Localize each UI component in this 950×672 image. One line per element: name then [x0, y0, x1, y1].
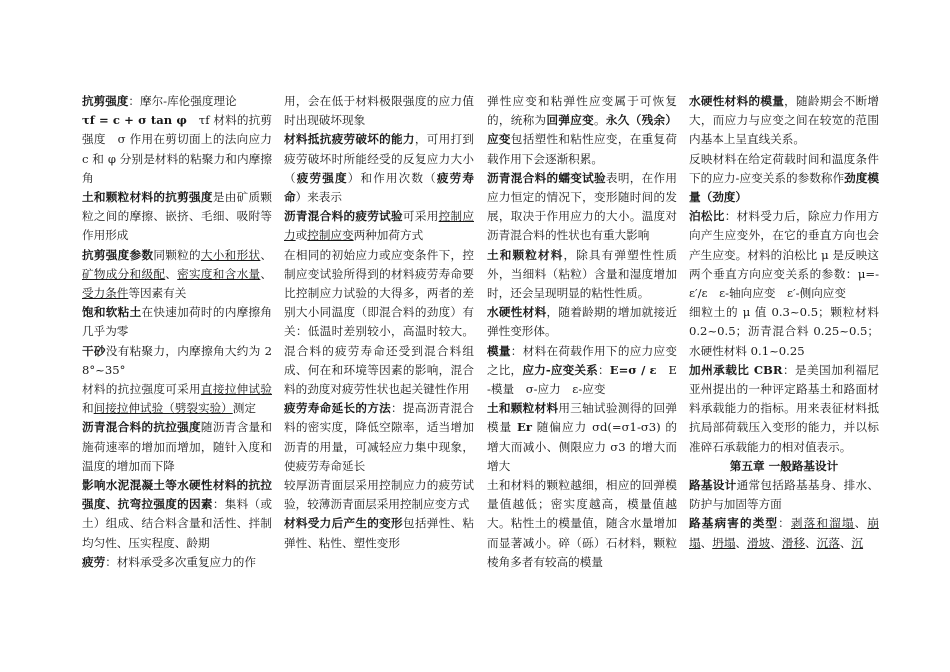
column-3: [487, 92, 677, 572]
underlined-text: 沉: [851, 535, 864, 550]
paragraph: [82, 188, 272, 246]
paragraph: [284, 130, 474, 207]
paragraph: [284, 207, 474, 245]
paragraph: [82, 246, 272, 304]
underlined-text: 滑坡: [747, 535, 771, 550]
bold-term: 疲劳寿命: [284, 170, 474, 205]
bold-term: 泊松比: [689, 209, 725, 224]
text-run: 包括弹性、粘弹性、粘性、塑性变形: [284, 516, 474, 550]
text-run: ，除具有弹塑性性质外，当细料（粘粒）含量和湿度增加时，还会呈现明显的粘性性质。: [487, 247, 677, 301]
paragraph: [284, 476, 474, 514]
paragraph: [487, 476, 677, 572]
bold-term: 永久（残余）应变: [487, 113, 677, 147]
bold-term: 干砂: [82, 343, 106, 358]
paragraph: [487, 342, 677, 400]
text-run: 材料的抗拉强度可采用: [82, 382, 201, 397]
underlined-text: 剥落和溜塌: [790, 516, 855, 531]
bold-term: 疲劳: [82, 554, 106, 569]
column-4: [689, 92, 879, 553]
text-run: 、: [735, 535, 748, 550]
paragraph: [689, 207, 879, 303]
paragraph: [284, 399, 474, 476]
bold-term: 路基设计: [689, 478, 737, 493]
text-run: 同颗粒的: [153, 247, 201, 262]
paragraph: [689, 514, 879, 552]
bold-term: 沥青混合料的疲劳试验: [284, 209, 403, 224]
text-run: ：提高沥青混合料的密实度，降低空隙率，适当增加沥青的用量，可减轻应力集中现象，使疲劳寿命延长: [284, 401, 474, 473]
bold-term: E=σ / ε: [609, 362, 657, 377]
bold-term: 劲度模量（劲度）: [689, 170, 879, 205]
bold-term: 影响水泥混凝土等水硬性材料的抗拉强度、抗弯拉强度的因素: [82, 478, 272, 512]
bold-term: 模量: [487, 343, 511, 358]
paragraph: [82, 111, 284, 188]
paragraph: [487, 246, 677, 304]
text-run: 测定: [232, 401, 256, 416]
column-1: [82, 92, 284, 572]
paragraph: [487, 92, 677, 169]
text-run: 、: [700, 535, 713, 550]
text-run: 等因素有关: [128, 286, 187, 301]
text-run: 两种加荷方式: [353, 228, 424, 243]
text-run: 通常包括路基基身、排水、防护与加固等方面: [689, 478, 879, 512]
text-run: 是由矿质颗粒之间的摩擦、嵌挤、毛细、吸附等作用形成: [82, 190, 272, 243]
paragraph: [82, 553, 272, 572]
paragraph: [487, 169, 677, 246]
text-run: ：摩尔-库伦强度理论: [128, 94, 237, 108]
text-run: ：材料承受多次重复应力的作: [105, 554, 256, 569]
text-run: 反映材料在给定荷载时间和温度条件下的应力-应变关系的参数称作: [689, 151, 879, 185]
text-run: 土和材料的颗粒越细，相应的回弹模量值越低；密实度越高，模量值越大。粘性土的模量值，随含水量增加而显著减小。碎（砾）石材料，颗粒棱角多者有较高的模量: [487, 478, 677, 569]
paragraph: [82, 303, 272, 341]
text-run: 包括塑性和粘性应变，在重复荷载作用下会逐渐积累。: [487, 132, 677, 166]
bold-term: 加州承载比 CBR: [689, 362, 783, 377]
bold-term: 水硬性材料的模量: [689, 94, 785, 108]
bold-term: 土和颗粒材料: [487, 401, 559, 416]
bold-term: 回弹应变: [546, 113, 595, 128]
text-run: ：材料受力后，除应力作用方向产生应变外，在它的垂直方向也会产生应变。材料的泊松比 μ 是反映这两个垂直方向应变关系的参数：μ=-ε′/ε ε-轴向应变 ε′-侧向应变: [689, 209, 879, 301]
bold-term: 沥青混合料的抗拉强度: [82, 420, 201, 435]
underlined-text: 滑移: [781, 535, 806, 550]
bold-term: 疲劳寿命延长的方法: [284, 401, 392, 416]
text-run: 在快速加荷时的内摩擦角几乎为零: [82, 305, 272, 339]
underlined-text: 间接拉伸试验（劈裂实验）: [93, 401, 233, 416]
paragraph: [284, 514, 474, 552]
paragraph: [82, 418, 272, 476]
text-run: 弹性应变和粘弹性应变属于可恢复的，统称为: [487, 94, 677, 128]
text-run: 、: [854, 516, 868, 531]
bold-term: 疲劳强度: [296, 170, 348, 185]
text-run: ：材料在荷载作用下的应力应变之比，: [487, 343, 677, 377]
text-run: 随沥青含量和施荷速率的增加而增加，随针入度和温度的增加而下降: [82, 420, 272, 473]
paragraph: [82, 476, 272, 553]
paragraph: [689, 361, 879, 457]
paragraph: [284, 246, 474, 400]
bold-term: 沥青混合料的蠕变试验: [487, 170, 606, 185]
text-run: 没有粘聚力，内摩擦角大约为 28°~35°: [82, 343, 272, 377]
text-run: ，随龄期会不断增大，而应力与应变之间在较宽的范围内基本上呈直线关系。: [689, 94, 879, 147]
paragraph: [82, 380, 272, 418]
text-run: 随偏应力 σd(=σ1-σ3) 的增大而减小、侧限应力 σ3 的增大而增大: [487, 420, 678, 473]
text-run: τf 材料的抗剪强度 σ 作用在剪切面上的法向应力 c 和 φ 分别是材料的粘聚力和内摩擦角: [82, 113, 284, 185]
text-run: ，随着龄期的增加就接近弹性变形体。: [487, 305, 677, 339]
text-run: 用，会在低于材料极限强度的应力值时出现破坏现象: [284, 94, 474, 128]
text-run: 较厚沥青面层采用控制应力的疲劳试验，较薄沥青面层采用控制应变方式: [284, 478, 474, 512]
paragraph: [284, 92, 474, 130]
paragraph: [689, 457, 879, 476]
bold-term: 抗剪强度参数: [82, 247, 154, 262]
bold-term: Er: [517, 420, 532, 435]
bold-term: 饱和软粘土: [82, 305, 142, 320]
underlined-text: 崩塌: [689, 516, 879, 550]
text-run: E-模量 σ-应力 ε-应变: [487, 362, 677, 397]
text-run: 用三轴试验测得的回弹模量: [487, 401, 677, 435]
text-run: ：: [778, 516, 791, 531]
underlined-text: 受力条件: [82, 286, 129, 301]
text-run: 、: [260, 266, 272, 281]
text-run: 。: [594, 113, 606, 128]
bold-term: 材料抵抗疲劳破坏的能力: [284, 132, 415, 147]
text-run: 或: [295, 228, 308, 243]
text-run: ：集料（或土）组成、结合料含量和活性、拌制均匀性、压实程度、龄期: [82, 497, 272, 550]
text-run: 、: [165, 266, 178, 281]
bold-term: 土和颗粒材料的抗剪强度: [82, 190, 213, 205]
paragraph: [689, 150, 879, 208]
paragraph: [689, 92, 879, 150]
underlined-text: 控制应变: [307, 228, 354, 243]
underlined-text: 密实度和含水量: [177, 266, 261, 281]
text-run: 可采用: [402, 209, 439, 224]
paragraph: [82, 342, 272, 380]
text-run: 在相同的初始应力或应变条件下，控制应变试验所得到的材料疲劳寿命要比控制应力试验的大得多，两者的差别大小同温度（即混合料的劲度）有关：低温时差别较小，高温时较大。混合料的疲劳寿命还受到混合料组成、何在和环境等因素的影响，混合料的劲度对疲劳性状也起关键性作用: [284, 247, 474, 397]
paragraph: [689, 303, 879, 361]
text-run: 、: [770, 535, 782, 550]
text-run: ：: [597, 362, 610, 377]
underlined-text: 直接拉伸试验: [200, 382, 272, 397]
paragraph: [82, 92, 272, 111]
bold-term: 第五章 一般路基设计: [729, 458, 839, 473]
text-run: 、: [805, 535, 817, 550]
text-run: 、: [260, 247, 272, 262]
bold-term: 材料受力后产生的变形: [284, 516, 403, 531]
text-run: ，可用打到疲劳破坏时所能经受的反复应力大小（: [284, 132, 474, 185]
text-run: ：是美国加利福尼亚州提出的一种评定路基土和路面材料承载能力的指标。用来表征材料抵抗局部荷载压入变形的能力，并以标准碎石承载能力的相对值表示。: [689, 362, 879, 454]
underlined-text: 坍塌: [712, 535, 736, 550]
text-run: 细粒土的 μ 值 0.3~0.5；颗粒材料 0.2~0.5；沥青混合料 0.25~0.5；水硬性材料 0.1~0.25: [689, 305, 879, 358]
bold-term: 抗剪强度: [82, 94, 129, 108]
text-run: 、: [839, 535, 852, 550]
paragraph: [487, 303, 677, 341]
underlined-text: 控制应力: [284, 209, 474, 243]
text-run: 和: [82, 401, 94, 416]
text-run: ）和作用次数（: [347, 170, 437, 185]
bold-term: 应力-应变关系: [522, 362, 598, 377]
text-run: 表明，在作用应力恒定的情况下，变形随时间的发展，取决于作用应力的大小。温度对沥青混合料的性状也有重大影响: [487, 170, 677, 243]
underlined-text: 矿物成分和级配: [82, 266, 166, 281]
paragraph: [689, 476, 879, 514]
text-run: ）来表示: [295, 190, 342, 205]
paragraph: [487, 399, 677, 476]
bold-term: τf = c + σ tan φ: [82, 113, 187, 128]
bold-term: 路基病害的类型: [689, 516, 779, 531]
column-2: [284, 92, 474, 553]
underlined-text: 沉落: [816, 535, 840, 550]
underlined-text: 大小和形状: [200, 247, 261, 262]
bold-term: 水硬性材料: [487, 305, 547, 320]
bold-term: 土和颗粒材料: [487, 247, 564, 262]
